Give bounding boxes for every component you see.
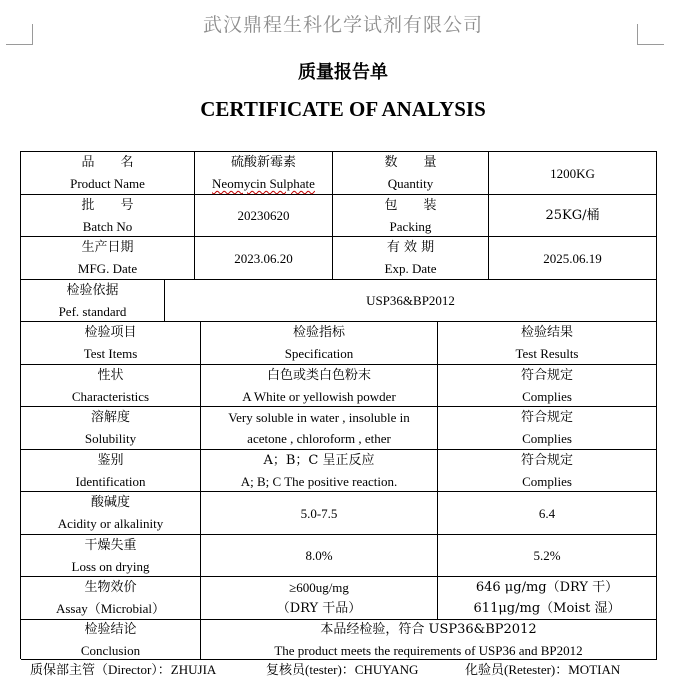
item-cn: 生物效价 (84, 580, 137, 595)
test-item-cell (21, 365, 201, 407)
quantity-value (489, 152, 657, 195)
test-item-cell (21, 407, 201, 450)
label-cn: 检验结论 (84, 621, 137, 637)
director-signature: 质保部主管（Director）：ZHUJIA (30, 662, 217, 677)
label-cn: 检验依据 (66, 282, 119, 298)
company-name: 武汉鼎程生科化学试剂有限公司 (202, 14, 483, 36)
value: 20230620 (237, 208, 290, 223)
result-line-1: 5.2% (533, 548, 561, 563)
certificate-table (20, 151, 657, 659)
result-line-2: 611μg/mg（Moist 湿） (473, 601, 621, 616)
result-line-1: 符合规定 (520, 410, 573, 425)
result-cell (438, 535, 657, 577)
label-cn: 品 名 (81, 155, 134, 170)
value: 1200KG (550, 165, 595, 181)
result-line-1: 646 μg/mg（DRY 干） (475, 580, 619, 595)
conclusion-cn: 本品经检验，符合 USP36&BP2012 (320, 621, 537, 637)
test-items-header (21, 322, 201, 365)
spec-line-1: 白色或类白色粉末 (266, 367, 371, 383)
spec-line-1: 8.0% (305, 548, 333, 563)
batch-label (21, 195, 195, 237)
test-item-cell (21, 577, 201, 620)
packing-label (333, 195, 489, 237)
test-results-header (438, 322, 657, 365)
label-en: Batch No (82, 218, 133, 234)
spec-cell (201, 450, 438, 492)
label-cn: 生产日期 (81, 240, 134, 255)
item-cn: 干燥失重 (84, 537, 137, 553)
result-line-2: Complies (522, 431, 572, 446)
exp-label (333, 237, 489, 280)
spec-cell (201, 535, 438, 577)
label-cn: 包 装 (384, 197, 437, 213)
result-line-1: 符合规定 (520, 452, 573, 468)
item-cn: 性状 (97, 367, 124, 383)
packing-value (489, 195, 657, 237)
result-cell (438, 450, 657, 492)
item-cn: 鉴别 (97, 452, 124, 468)
item-en: Characteristics (71, 388, 150, 404)
standard-value (165, 280, 657, 322)
item-en: Solubility (84, 431, 137, 446)
item-en: Assay（Microbial） (55, 601, 166, 616)
mfg-value (195, 237, 333, 280)
value-en: Neomycin Sulphate (212, 176, 315, 191)
header-cn: 检验指标 (292, 325, 345, 340)
label-cn: 有 效 期 (386, 240, 435, 255)
exp-value (489, 237, 657, 280)
header-en: Test Items (83, 346, 138, 361)
product-name-value (195, 152, 333, 195)
title-english: CERTIFICATE OF ANALYSIS (200, 97, 486, 121)
header-en: Test Results (515, 346, 579, 361)
conclusion-label (21, 620, 201, 660)
item-en: Acidity or alkalinity (57, 516, 164, 531)
label-cn: 批 号 (81, 197, 134, 213)
label-en: MFG. Date (77, 261, 138, 276)
label-en: Quantity (387, 176, 434, 191)
label-en: Pef. standard (58, 303, 127, 319)
label-cn: 数 量 (384, 155, 437, 170)
item-cn: 溶解度 (90, 410, 130, 425)
result-line-2: Complies (522, 473, 572, 489)
header-cn: 检验项目 (84, 325, 137, 340)
spec-cell (201, 407, 438, 450)
result-cell (438, 365, 657, 407)
title-chinese: 质量报告单 (298, 62, 388, 83)
test-item-cell (21, 450, 201, 492)
spec-line-2: A White or yellowish powder (242, 388, 396, 404)
value: 2023.06.20 (234, 250, 293, 266)
label-en: Packing (389, 218, 432, 234)
signature-footer (0, 660, 686, 679)
spec-line-2: （DRY 干品） (276, 601, 362, 616)
item-en: Loss on drying (71, 558, 150, 574)
tester-signature: 复核员(tester)：CHUYANG (266, 662, 419, 677)
label-en: Product Name (70, 176, 145, 191)
spec-line-1: Very soluble in water , insoluble in (228, 410, 410, 425)
value: USP36&BP2012 (366, 293, 455, 308)
value-cn: 硫酸新霉素 (230, 155, 296, 170)
test-item-cell (21, 535, 201, 577)
header-cn: 检验结果 (520, 325, 573, 340)
quantity-label (333, 152, 489, 195)
value: 25KG/桶 (545, 208, 600, 223)
item-en: Identification (75, 473, 146, 489)
spec-line-1: A；B；C 呈正反应 (263, 452, 375, 468)
item-cn: 酸碱度 (90, 495, 130, 510)
spec-cell (201, 492, 438, 535)
spec-cell (201, 365, 438, 407)
mfg-label (21, 237, 195, 280)
result-line-2: Complies (522, 388, 572, 404)
value: 2025.06.19 (543, 250, 602, 266)
conclusion-en: The product meets the requirements of USP36 and BP2012 (274, 642, 583, 658)
result-cell (438, 577, 657, 620)
result-line-1: 符合规定 (520, 367, 573, 383)
specification-header (201, 322, 438, 365)
result-line-1: 6.4 (538, 505, 556, 521)
spec-line-1: 5.0-7.5 (300, 505, 338, 521)
header-en: Specification (284, 346, 354, 361)
label-en: Conclusion (80, 642, 141, 658)
spec-line-2: acetone , chloroform , ether (247, 431, 391, 446)
result-cell (438, 492, 657, 535)
standard-label (21, 280, 165, 322)
conclusion-value (201, 620, 657, 660)
spec-line-2: A; B; C The positive reaction. (240, 473, 398, 489)
batch-value (195, 195, 333, 237)
retester-signature: 化验员(Retester)：MOTIAN (465, 662, 621, 677)
test-item-cell (21, 492, 201, 535)
label-en: Exp. Date (384, 261, 437, 276)
spec-line-1: ≥600ug/mg (289, 580, 349, 595)
result-cell (438, 407, 657, 450)
spec-cell (201, 577, 438, 620)
product-name-label (21, 152, 195, 195)
